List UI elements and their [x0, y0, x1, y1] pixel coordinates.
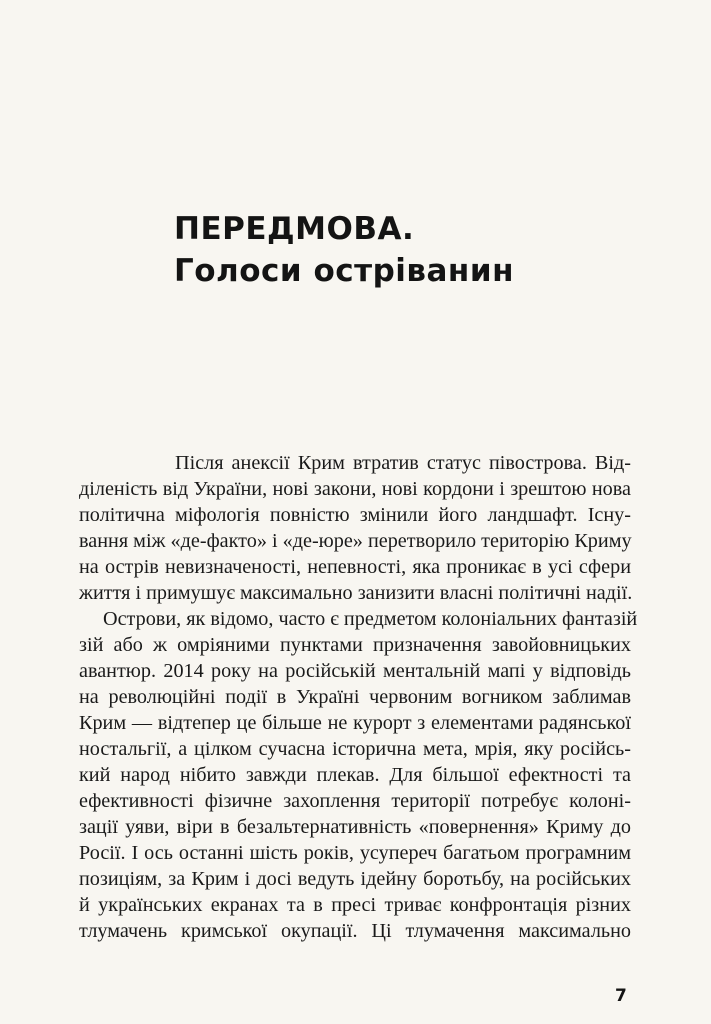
text-line: Крим — відтепер це більше не курорт з елементами радянської [79, 712, 631, 734]
text-line: на острів невизначеності, непевності, яка проникає в усі сфери [79, 556, 631, 578]
text-line: Росії. І ось останні шість років, усупереч багатьом програмним [79, 842, 631, 864]
text-line: зації уяви, віри в безальтернативність «повернення» Криму до [79, 816, 631, 838]
text-line: тлумачень кримської окупації. Ці тлумачення максимально [79, 920, 631, 942]
text-line: Острови, як відомо, часто є предметом колоніальних фантазій [103, 608, 638, 630]
chapter-heading [174, 208, 514, 292]
text-line: кий народ нібито завжди плекав. Для більшої ефектності та [79, 764, 631, 786]
text-line: вання між «де-факто» і «де-юре» перетворило територію Криму [79, 530, 632, 552]
paragraph-1 [79, 450, 631, 606]
body-text [79, 450, 638, 944]
text-line: ностальгії, а цілком сучасна історична мета, мрія, яку російсь- [79, 738, 631, 760]
text-line: політична міфологія повністю змінили його ландшафт. Існу- [79, 504, 631, 526]
page-number: 7 [615, 986, 627, 1006]
paragraph-2 [79, 606, 638, 944]
text-line: Після анексії Крим втратив статус півострова. Від- [175, 452, 631, 474]
text-line: діленість від України, нові закони, нові кордони і зрештою нова [79, 478, 631, 500]
text-line: ефективності фізичне захоплення території потребує колоні- [79, 790, 631, 812]
text-line: авантюр. 2014 року на російській ментальній мапі у відповідь [79, 660, 631, 682]
chapter-heading-line-2: Голоси остріванин [174, 253, 514, 289]
text-line: позиціям, за Крим і досі ведуть ідейну боротьбу, на російських [79, 868, 631, 890]
text-line: й українських екранах та в пресі триває конфронтація різних [79, 894, 631, 916]
text-line: на революційні події в Україні червоним вогником заблимав [79, 686, 631, 708]
text-line: життя і примушує максимально занизити власні політичні надії. [79, 582, 633, 604]
chapter-heading-line-1: ПЕРЕДМОВА. [174, 211, 415, 247]
text-line: зій або ж омріяними пунктами призначення завойовницьких [79, 634, 631, 656]
